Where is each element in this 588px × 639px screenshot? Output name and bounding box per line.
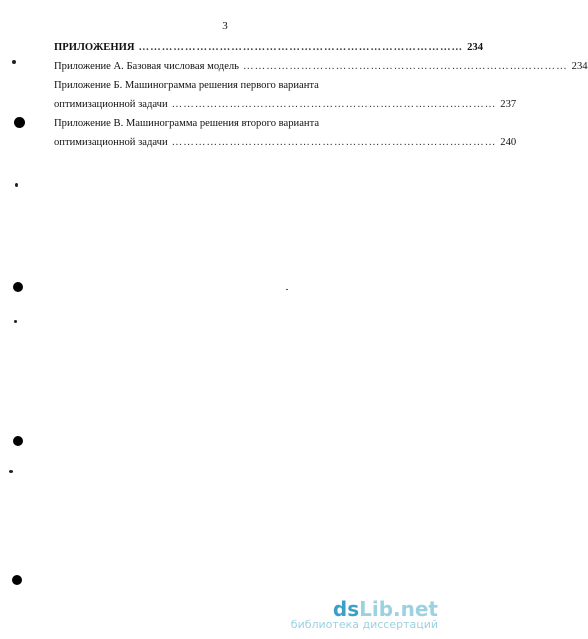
toc-entry-appendix-c-title: Приложение В. Машинограмма решения второго варианта [54,118,320,129]
toc-entry-appendix-b-title: Приложение Б. Машинограмма решения первого варианта [54,80,319,91]
binder-hole [14,117,25,128]
toc-leader-dots: ………………………………………………………………………… [171,137,497,148]
table-of-contents [54,38,588,152]
toc-entry-page: 234 [467,42,484,53]
scan-speck [9,470,13,473]
toc-entry-page: 237 [500,99,517,110]
toc-entry-appendix-a [54,57,588,76]
binder-hole [12,575,22,585]
scan-speck [12,60,16,64]
scan-speck [15,183,18,187]
toc-entry-page: 240 [500,137,517,148]
binder-hole [13,282,23,292]
toc-entry-label: оптимизационной задачи [54,137,168,148]
watermark-subtitle: библиотека диссертаций [290,618,438,631]
toc-entry-label: Приложение А. Базовая числовая модель [54,61,240,72]
toc-entry-page: 234 [571,61,588,72]
toc-entry-appendix-b [54,95,517,114]
scan-speck [14,320,17,323]
toc-leader-dots: ………………………………………………………………………… [243,61,568,72]
binder-hole [13,436,23,446]
watermark-logo: dsLib.net [332,597,438,621]
scan-speck [286,289,288,290]
page-number: 3 [222,20,228,32]
toc-leader-dots: ………………………………………………………………………… [171,99,497,110]
watermark [291,597,438,631]
toc-entry-appendix-c [54,133,517,152]
toc-leader-dots: ………………………………………………………………………… [138,42,464,53]
toc-entry-label: ПРИЛОЖЕНИЯ [54,42,135,53]
toc-entry-label: оптимизационной задачи [54,99,168,110]
toc-entry-appendices [54,38,484,57]
